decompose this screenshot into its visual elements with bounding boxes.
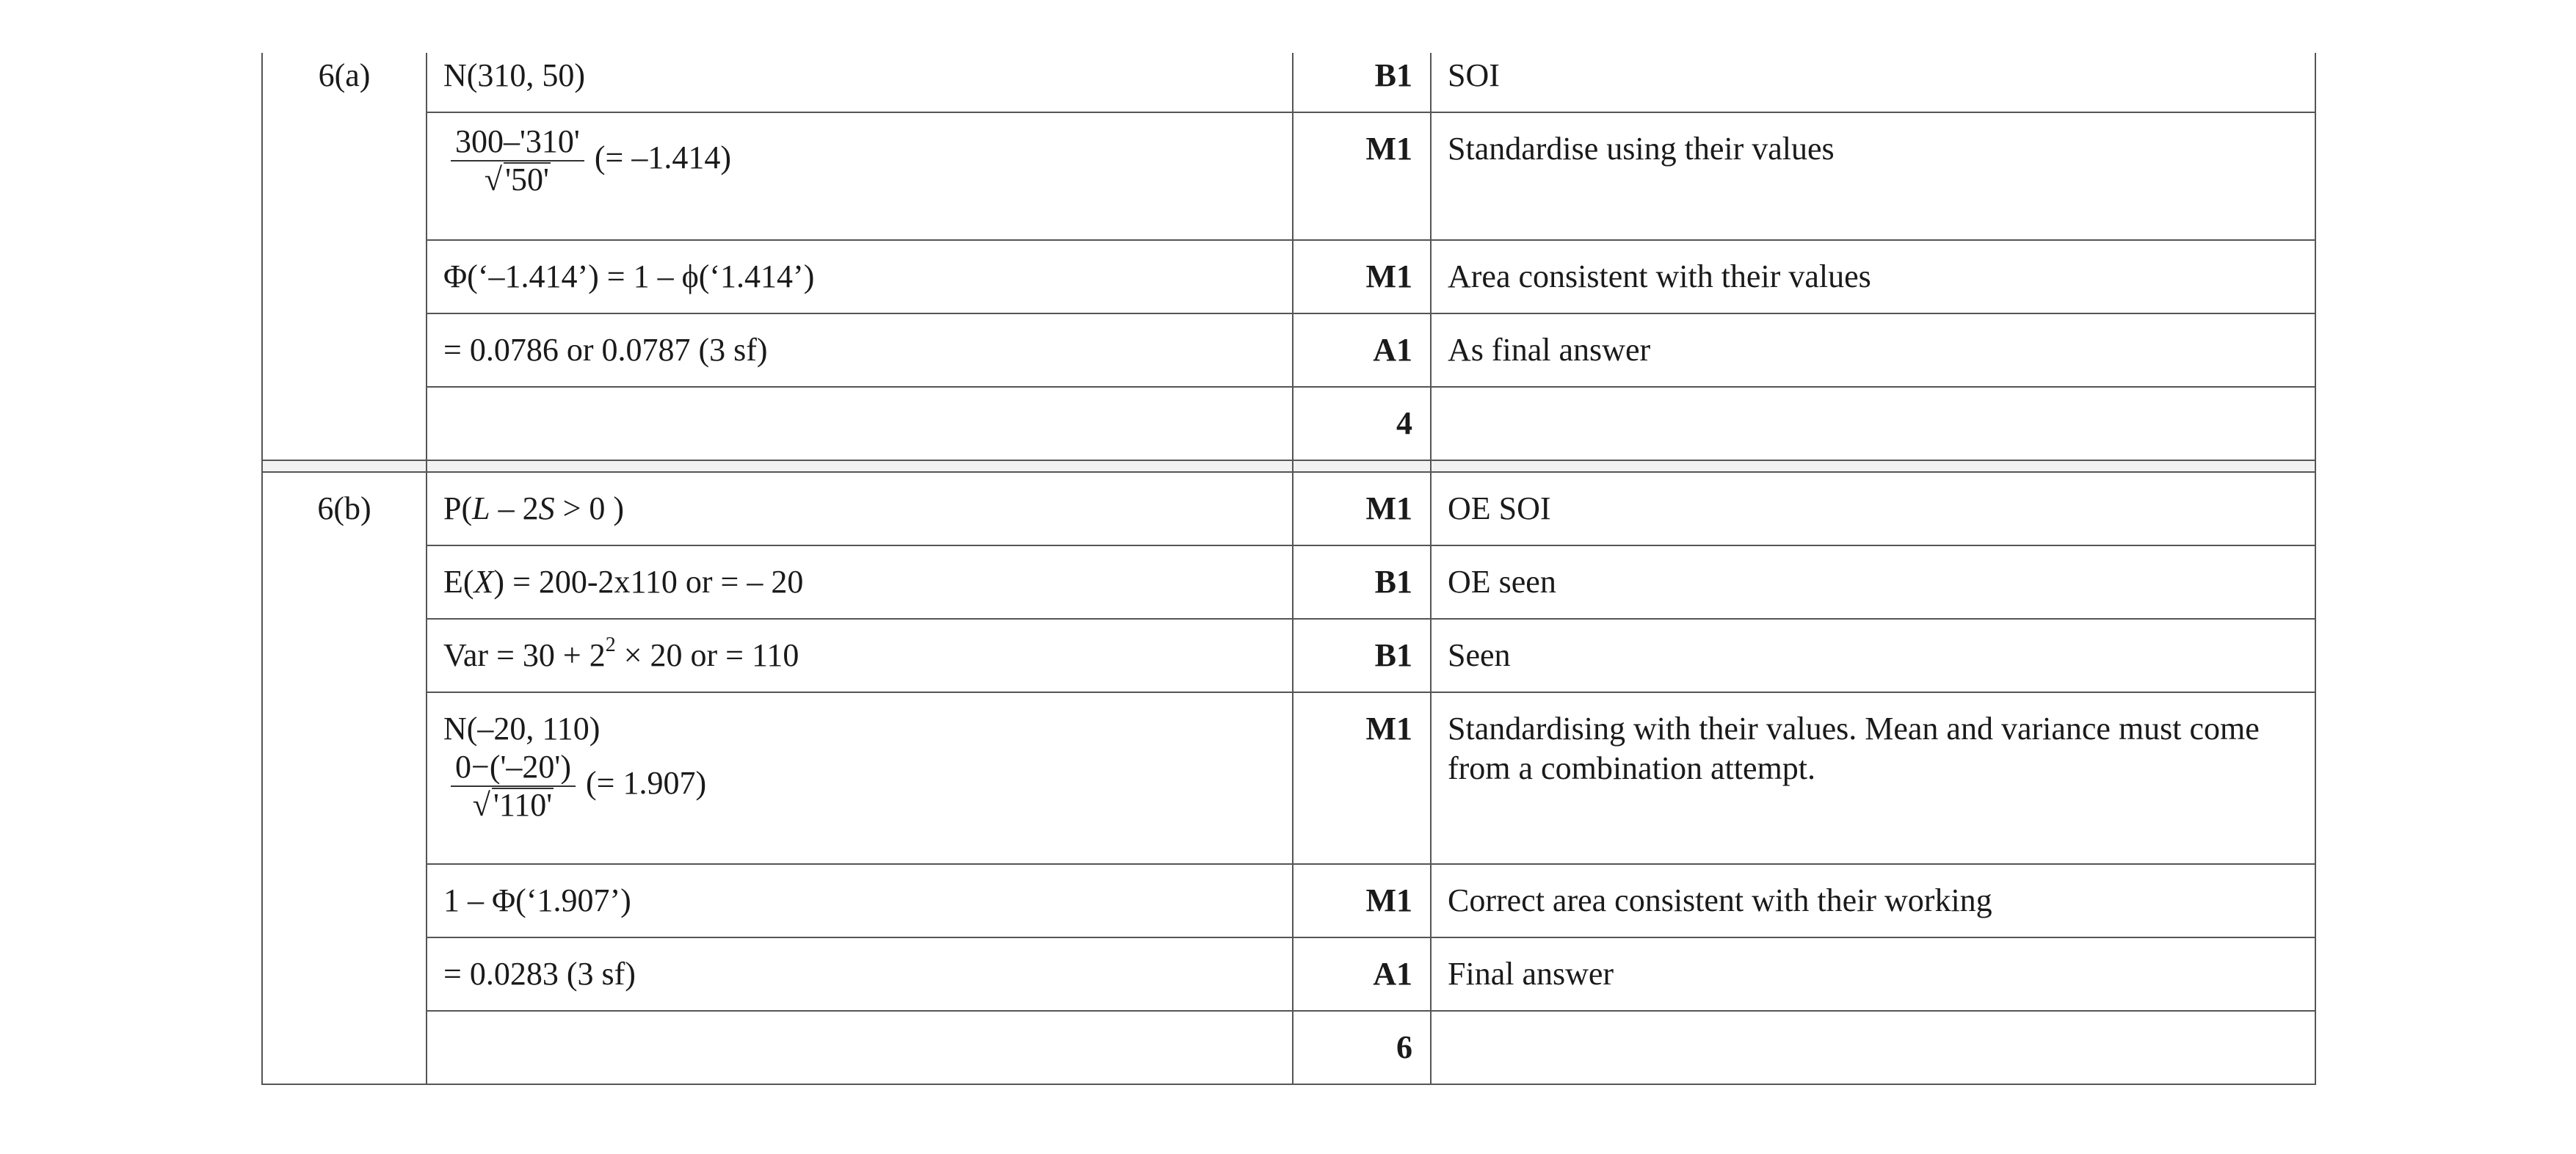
fraction: $\frac{0-('-20')}{√'110'}$: [451, 749, 576, 824]
table-row: [262, 387, 2315, 460]
mark-cell: B1: [1293, 53, 1431, 112]
question-number: 6(b): [262, 472, 427, 545]
mark-cell: M1: [1293, 864, 1431, 937]
guidance-cell: [1431, 1011, 2315, 1084]
question-number: 6(a): [262, 53, 427, 112]
guidance-cell: [1431, 387, 2315, 460]
table-row: [262, 545, 2315, 619]
guidance-cell: Final answer: [1431, 937, 2315, 1011]
mark-cell: A1: [1293, 313, 1431, 387]
question-number-empty: [262, 545, 427, 619]
mark-cell: B1: [1293, 545, 1431, 619]
mark-cell: M1: [1293, 240, 1431, 313]
answer-cell: P(L – 2S > 0 ): [427, 472, 1293, 545]
fraction: $\frac{300-'310'}{√'50'}$: [451, 123, 584, 198]
question-number-empty: [262, 112, 427, 240]
answer-cell: E(X) = 200-2x110 or = – 20: [427, 545, 1293, 619]
table-row: [262, 240, 2315, 313]
table-row: [262, 53, 2315, 112]
mark-cell: A1: [1293, 937, 1431, 1011]
question-number-empty: [262, 240, 427, 313]
guidance-cell: As final answer: [1431, 313, 2315, 387]
guidance-cell: OE seen: [1431, 545, 2315, 619]
answer-cell: [427, 1011, 1293, 1084]
question-number-empty: [262, 864, 427, 937]
mark-cell: M1: [1293, 692, 1431, 864]
mark-cell: M1: [1293, 112, 1431, 240]
mark-scheme-table: [261, 53, 2315, 1085]
table-row: [262, 472, 2315, 545]
mark-cell: M1: [1293, 472, 1431, 545]
answer-cell: $\frac{300-'310'}{√'50'}$ (= –1.414): [427, 112, 1293, 240]
section-separator: [262, 460, 2315, 472]
total-mark-cell: 4: [1293, 387, 1431, 460]
table-row: [262, 692, 2315, 864]
answer-cell: 1 – Φ(‘1.907’): [427, 864, 1293, 937]
mark-cell: B1: [1293, 619, 1431, 692]
table-row: [262, 619, 2315, 692]
guidance-cell: SOI: [1431, 53, 2315, 112]
answer-cell: = 0.0786 or 0.0787 (3 sf): [427, 313, 1293, 387]
question-number-empty: [262, 387, 427, 460]
guidance-cell: Standardise using their values: [1431, 112, 2315, 240]
question-number-empty: [262, 1011, 427, 1084]
table-row: [262, 112, 2315, 240]
guidance-cell: Seen: [1431, 619, 2315, 692]
guidance-cell: Standardising with their values. Mean and variance must come from a combination attempt.: [1431, 692, 2315, 864]
guidance-cell: Correct area consistent with their working: [1431, 864, 2315, 937]
total-mark-cell: 6: [1293, 1011, 1431, 1084]
answer-cell: = 0.0283 (3 sf): [427, 937, 1293, 1011]
question-number-empty: [262, 937, 427, 1011]
answer-cell: Var = $30 + 2^2 \times 20$ or = 110: [427, 619, 1293, 692]
table-row: [262, 864, 2315, 937]
table-row: [262, 937, 2315, 1011]
answer-cell: Φ(‘–1.414’) = 1 – ϕ(‘1.414’): [427, 240, 1293, 313]
answer-cell: N(–20, 110) $\frac{0-('-20')}{√'110'}$ (= 1.907): [427, 692, 1293, 864]
guidance-cell: OE SOI: [1431, 472, 2315, 545]
table-row: [262, 1011, 2315, 1084]
answer-cell: [427, 387, 1293, 460]
table-row: [262, 313, 2315, 387]
answer-cell: N(310, 50): [427, 53, 1293, 112]
question-number-empty: [262, 692, 427, 864]
question-number-empty: [262, 619, 427, 692]
guidance-cell: Area consistent with their values: [1431, 240, 2315, 313]
question-number-empty: [262, 313, 427, 387]
